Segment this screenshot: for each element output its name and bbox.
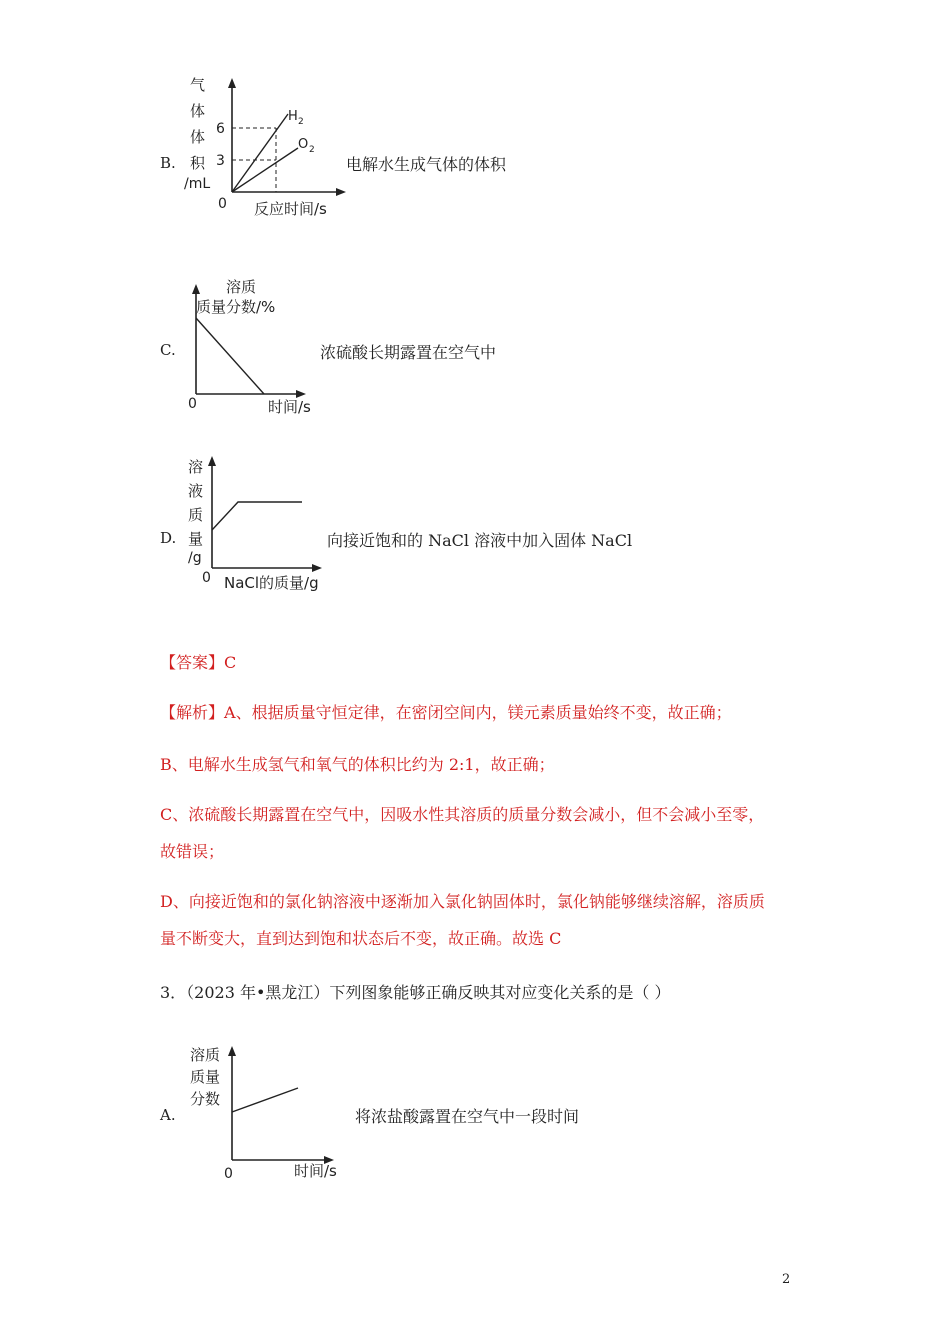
origin-label: 0: [188, 396, 197, 412]
option-b-graph: [180, 72, 350, 222]
q3-option-a-graph: [180, 1038, 350, 1184]
x-label: 反应时间/s: [254, 200, 327, 218]
option-c-desc: 浓硫酸长期露置在空气中: [320, 343, 497, 362]
analysis-line-6: 量不断变大，直到达到饱和状态后不变，故正确。故选 C: [160, 929, 562, 948]
o2-label: O: [298, 137, 309, 152]
y-label-char: 体: [190, 128, 206, 146]
y-label-char: 溶: [188, 458, 204, 476]
y-label-line1: 溶质: [226, 278, 257, 296]
y-axis-arrow: [228, 78, 236, 88]
o2-subscript: 2: [309, 145, 315, 155]
analysis-line-4: 故错误；: [160, 842, 225, 861]
answer-value: C: [224, 653, 237, 672]
y-label-line2: 质量: [190, 1068, 221, 1086]
h2-line: [232, 114, 288, 192]
analysis-line-1: [160, 702, 732, 724]
y-label-char: 质: [188, 506, 204, 524]
analysis-line-5: D、向接近饱和的氯化钠溶液中逐渐加入氯化钠固体时，氯化钠能够继续溶解，溶质质: [160, 892, 765, 911]
origin-label: 0: [202, 570, 211, 586]
data-line: [232, 1088, 298, 1112]
option-d-desc: 向接近饱和的 NaCl 溶液中加入固体 NaCl: [327, 531, 633, 550]
option-c-graph: [180, 272, 330, 418]
x-axis-arrow: [312, 564, 322, 572]
x-label: NaCl的质量/g: [224, 574, 319, 592]
page-number: 2: [782, 1272, 791, 1287]
h2-label: H: [288, 109, 298, 124]
y-label-char: 积: [190, 154, 206, 172]
y-label-char: 气: [190, 76, 206, 94]
q3-option-a-label: A.: [160, 1106, 176, 1124]
answer: [160, 652, 236, 674]
x-axis-arrow: [296, 390, 306, 398]
y-label-char: 液: [188, 482, 204, 500]
y-axis-arrow: [192, 284, 200, 294]
option-b-desc: 电解水生成气体的体积: [346, 155, 507, 174]
origin-label: 0: [218, 196, 227, 212]
y-axis-arrow: [208, 456, 216, 466]
y-label-char: 体: [190, 102, 206, 120]
question-3: 3．（2023 年•黑龙江）下列图象能够正确反映其对应变化关系的是（ ）: [160, 983, 671, 1002]
data-line: [196, 318, 264, 394]
option-b-label: B.: [160, 154, 176, 172]
y-label-char: 量: [188, 530, 204, 548]
option-c-label: C.: [160, 341, 176, 359]
option-d-label: D.: [160, 529, 177, 547]
option-d-graph: [180, 450, 330, 596]
analysis-line-3: C、浓硫酸长期露置在空气中，因吸水性其溶质的质量分数会减小，但不会减小至零，: [160, 805, 765, 824]
y-label-line3: 分数: [190, 1090, 221, 1108]
y-axis-arrow: [228, 1046, 236, 1056]
y-label-line1: 溶质: [190, 1046, 221, 1064]
o2-line: [232, 148, 298, 192]
x-axis-arrow: [336, 188, 346, 196]
y-unit: /g: [188, 550, 202, 566]
x-label: 时间/s: [268, 398, 311, 416]
q3-option-a-desc: 将浓盐酸露置在空气中一段时间: [355, 1107, 580, 1126]
tick-3: 3: [216, 153, 225, 169]
data-line: [212, 502, 302, 530]
y-unit: /mL: [184, 176, 211, 192]
answer-tag: 【答案】: [160, 653, 225, 672]
origin-label: 0: [224, 1166, 233, 1182]
analysis-line-2: B、电解水生成氢气和氧气的体积比约为 2:1，故正确；: [160, 755, 555, 774]
tick-6: 6: [216, 121, 225, 137]
y-label-line2: 质量分数/%: [196, 298, 276, 316]
analysis-text: A、根据质量守恒定律，在密闭空间内，镁元素质量始终不变，故正确；: [224, 703, 732, 722]
h2-subscript: 2: [298, 117, 304, 127]
analysis-tag: 【解析】: [160, 703, 225, 722]
x-label: 时间/s: [294, 1162, 337, 1180]
